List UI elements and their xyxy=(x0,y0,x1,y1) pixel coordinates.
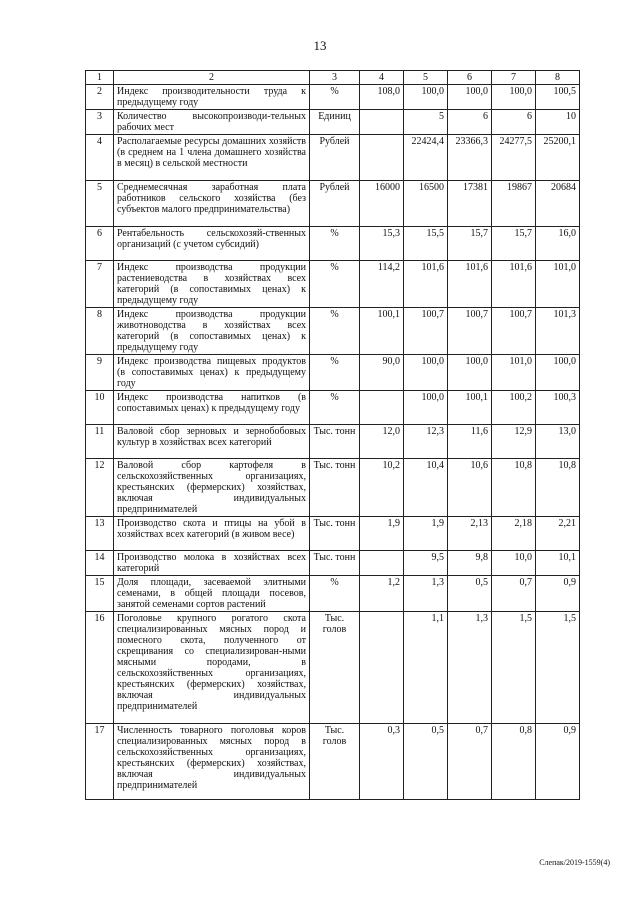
value-cell: 17381 xyxy=(448,181,492,227)
table-row xyxy=(86,110,580,135)
value-cell: 100,0 xyxy=(536,355,580,391)
table-row xyxy=(86,459,580,517)
value-cell: 100,1 xyxy=(448,391,492,425)
page-number: 13 xyxy=(313,38,327,53)
value-cell: 10 xyxy=(536,110,580,135)
value-cell: 6 xyxy=(492,110,536,135)
row-number: 8 xyxy=(86,308,114,355)
value-cell: 16500 xyxy=(404,181,448,227)
row-number: 5 xyxy=(86,181,114,227)
table-row xyxy=(86,261,580,308)
unit-cell: % xyxy=(310,261,360,308)
row-number: 7 xyxy=(86,261,114,308)
value-cell xyxy=(360,110,404,135)
value-cell: 90,0 xyxy=(360,355,404,391)
value-cell: 13,0 xyxy=(536,425,580,459)
column-number-3: 3 xyxy=(310,71,360,85)
value-cell: 101,0 xyxy=(536,261,580,308)
indicators-table xyxy=(85,70,580,800)
value-cell: 2,21 xyxy=(536,517,580,551)
value-cell: 0,5 xyxy=(448,576,492,612)
unit-cell: % xyxy=(310,576,360,612)
unit-cell: % xyxy=(310,308,360,355)
table-row xyxy=(86,517,580,551)
value-cell: 101,6 xyxy=(492,261,536,308)
indicator-name: Рентабельность сельскохозяй-ственных организаций (с учетом субсидий) xyxy=(114,227,310,261)
row-number: 16 xyxy=(86,612,114,724)
value-cell xyxy=(360,135,404,181)
table-row xyxy=(86,612,580,724)
row-number: 2 xyxy=(86,85,114,110)
indicator-name: Доля площади, засеваемой элитными семенами, в общей площади посевов, занятой семенами сортов растений xyxy=(114,576,310,612)
value-cell: 1,3 xyxy=(404,576,448,612)
value-cell: 0,8 xyxy=(492,724,536,800)
value-cell: 1,3 xyxy=(448,612,492,724)
value-cell: 12,0 xyxy=(360,425,404,459)
table-row xyxy=(86,724,580,800)
value-cell: 114,2 xyxy=(360,261,404,308)
row-number: 11 xyxy=(86,425,114,459)
column-number-6: 6 xyxy=(448,71,492,85)
row-number: 15 xyxy=(86,576,114,612)
indicator-name: Количество высокопроизводи-тельных рабочих мест xyxy=(114,110,310,135)
unit-cell: Тыс. голов xyxy=(310,724,360,800)
indicator-name: Среднемесячная заработная плата работников сельского хозяйства (без субъектов малого предпринимательства) xyxy=(114,181,310,227)
row-number: 9 xyxy=(86,355,114,391)
value-cell: 100,2 xyxy=(492,391,536,425)
unit-cell: % xyxy=(310,85,360,110)
indicator-name: Индекс производства продукции растениеводства в хозяйствах всех категорий (в сопоставимых ценах) к предыдущему году xyxy=(114,261,310,308)
value-cell: 1,5 xyxy=(492,612,536,724)
value-cell: 15,3 xyxy=(360,227,404,261)
value-cell: 100,5 xyxy=(536,85,580,110)
value-cell: 1,5 xyxy=(536,612,580,724)
indicator-name: Индекс производства пищевых продуктов (в сопоставимых ценах) к предыдущему году xyxy=(114,355,310,391)
value-cell: 11,6 xyxy=(448,425,492,459)
value-cell: 19867 xyxy=(492,181,536,227)
table-row xyxy=(86,425,580,459)
indicator-name: Индекс производства напитков (в сопоставимых ценах) к предыдущему году xyxy=(114,391,310,425)
value-cell: 100,0 xyxy=(492,85,536,110)
row-number: 4 xyxy=(86,135,114,181)
value-cell: 100,0 xyxy=(404,355,448,391)
unit-cell: Рублей xyxy=(310,181,360,227)
unit-cell: Тыс. тонн xyxy=(310,459,360,517)
unit-cell: % xyxy=(310,355,360,391)
indicator-name: Производство скота и птицы на убой в хозяйствах всех категорий (в живом весе) xyxy=(114,517,310,551)
indicator-name: Производство молока в хозяйствах всех категорий xyxy=(114,551,310,576)
value-cell: 100,0 xyxy=(404,85,448,110)
value-cell xyxy=(360,551,404,576)
value-cell: 0,5 xyxy=(404,724,448,800)
indicator-name: Индекс производительности труда к предыдущему году xyxy=(114,85,310,110)
value-cell: 15,7 xyxy=(492,227,536,261)
value-cell: 24277,5 xyxy=(492,135,536,181)
value-cell: 100,0 xyxy=(448,85,492,110)
table-row xyxy=(86,391,580,425)
value-cell: 101,6 xyxy=(448,261,492,308)
table-row xyxy=(86,135,580,181)
unit-cell: Тыс. тонн xyxy=(310,425,360,459)
indicator-name: Индекс производства продукции животноводства в хозяйствах всех категорий (в сопоставимых ценах) к предыдущему году xyxy=(114,308,310,355)
column-number-1: 1 xyxy=(86,71,114,85)
row-number: 17 xyxy=(86,724,114,800)
value-cell: 9,8 xyxy=(448,551,492,576)
table-row xyxy=(86,181,580,227)
value-cell: 1,2 xyxy=(360,576,404,612)
indicator-name: Поголовье крупного рогатого скота специализированных мясных пород и помесного скота, полученного от скрещивания со специализирован-ными мясными породами, в сельскохозяйственных организациях, крестьянских (фермерских) хозяйствах, включая индивидуальных предпринимателей xyxy=(114,612,310,724)
footer-code: Слепак/2019-1559(4) xyxy=(539,858,610,867)
value-cell: 23366,3 xyxy=(448,135,492,181)
value-cell: 0,9 xyxy=(536,576,580,612)
indicator-name: Валовой сбор зерновых и зернобобовых культур в хозяйствах всех категорий xyxy=(114,425,310,459)
value-cell xyxy=(360,391,404,425)
value-cell: 0,9 xyxy=(536,724,580,800)
value-cell: 100,7 xyxy=(448,308,492,355)
row-number: 10 xyxy=(86,391,114,425)
table-header-row xyxy=(86,71,580,85)
value-cell: 10,4 xyxy=(404,459,448,517)
column-number-7: 7 xyxy=(492,71,536,85)
unit-cell: % xyxy=(310,227,360,261)
indicator-name: Валовой сбор картофеля в сельскохозяйственных организациях, крестьянских (фермерских) хозяйствах, включая индивидуальных предпринимателей xyxy=(114,459,310,517)
table-row xyxy=(86,551,580,576)
value-cell: 10,2 xyxy=(360,459,404,517)
value-cell: 100,1 xyxy=(360,308,404,355)
indicator-name: Располагаемые ресурсы домашних хозяйств (в среднем на 1 члена домашнего хозяйства в месяц) в сельской местности xyxy=(114,135,310,181)
unit-cell: Тыс. голов xyxy=(310,612,360,724)
value-cell: 12,3 xyxy=(404,425,448,459)
table-row xyxy=(86,355,580,391)
table-row xyxy=(86,85,580,110)
value-cell: 22424,4 xyxy=(404,135,448,181)
value-cell: 0,7 xyxy=(448,724,492,800)
unit-cell: % xyxy=(310,391,360,425)
table-row xyxy=(86,576,580,612)
value-cell: 1,1 xyxy=(404,612,448,724)
value-cell: 0,7 xyxy=(492,576,536,612)
row-number: 12 xyxy=(86,459,114,517)
column-number-2: 2 xyxy=(114,71,310,85)
column-number-8: 8 xyxy=(536,71,580,85)
unit-cell: Тыс. тонн xyxy=(310,517,360,551)
value-cell: 10,1 xyxy=(536,551,580,576)
value-cell: 100,0 xyxy=(448,355,492,391)
value-cell: 25200,1 xyxy=(536,135,580,181)
value-cell: 16000 xyxy=(360,181,404,227)
value-cell: 10,0 xyxy=(492,551,536,576)
unit-cell: Тыс. тонн xyxy=(310,551,360,576)
value-cell: 2,13 xyxy=(448,517,492,551)
value-cell: 100,7 xyxy=(492,308,536,355)
table-row xyxy=(86,308,580,355)
value-cell: 101,3 xyxy=(536,308,580,355)
unit-cell: Единиц xyxy=(310,110,360,135)
value-cell: 2,18 xyxy=(492,517,536,551)
value-cell: 9,5 xyxy=(404,551,448,576)
value-cell: 100,0 xyxy=(404,391,448,425)
table-row xyxy=(86,227,580,261)
value-cell: 0,3 xyxy=(360,724,404,800)
value-cell: 5 xyxy=(404,110,448,135)
value-cell: 108,0 xyxy=(360,85,404,110)
value-cell: 10,6 xyxy=(448,459,492,517)
value-cell: 101,6 xyxy=(404,261,448,308)
row-number: 3 xyxy=(86,110,114,135)
value-cell: 6 xyxy=(448,110,492,135)
column-number-4: 4 xyxy=(360,71,404,85)
value-cell: 15,5 xyxy=(404,227,448,261)
value-cell: 10,8 xyxy=(492,459,536,517)
unit-cell: Рублей xyxy=(310,135,360,181)
value-cell: 16,0 xyxy=(536,227,580,261)
value-cell: 1,9 xyxy=(404,517,448,551)
value-cell: 100,3 xyxy=(536,391,580,425)
row-number: 14 xyxy=(86,551,114,576)
row-number: 13 xyxy=(86,517,114,551)
row-number: 6 xyxy=(86,227,114,261)
value-cell: 100,7 xyxy=(404,308,448,355)
value-cell: 15,7 xyxy=(448,227,492,261)
column-number-5: 5 xyxy=(404,71,448,85)
value-cell: 12,9 xyxy=(492,425,536,459)
value-cell: 20684 xyxy=(536,181,580,227)
value-cell xyxy=(360,612,404,724)
value-cell: 10,8 xyxy=(536,459,580,517)
indicator-name: Численность товарного поголовья коров специализированных мясных пород в сельскохозяйственных организациях, крестьянских (фермерских) хозяйствах, включая индивидуальных предпринимателей xyxy=(114,724,310,800)
value-cell: 1,9 xyxy=(360,517,404,551)
value-cell: 101,0 xyxy=(492,355,536,391)
